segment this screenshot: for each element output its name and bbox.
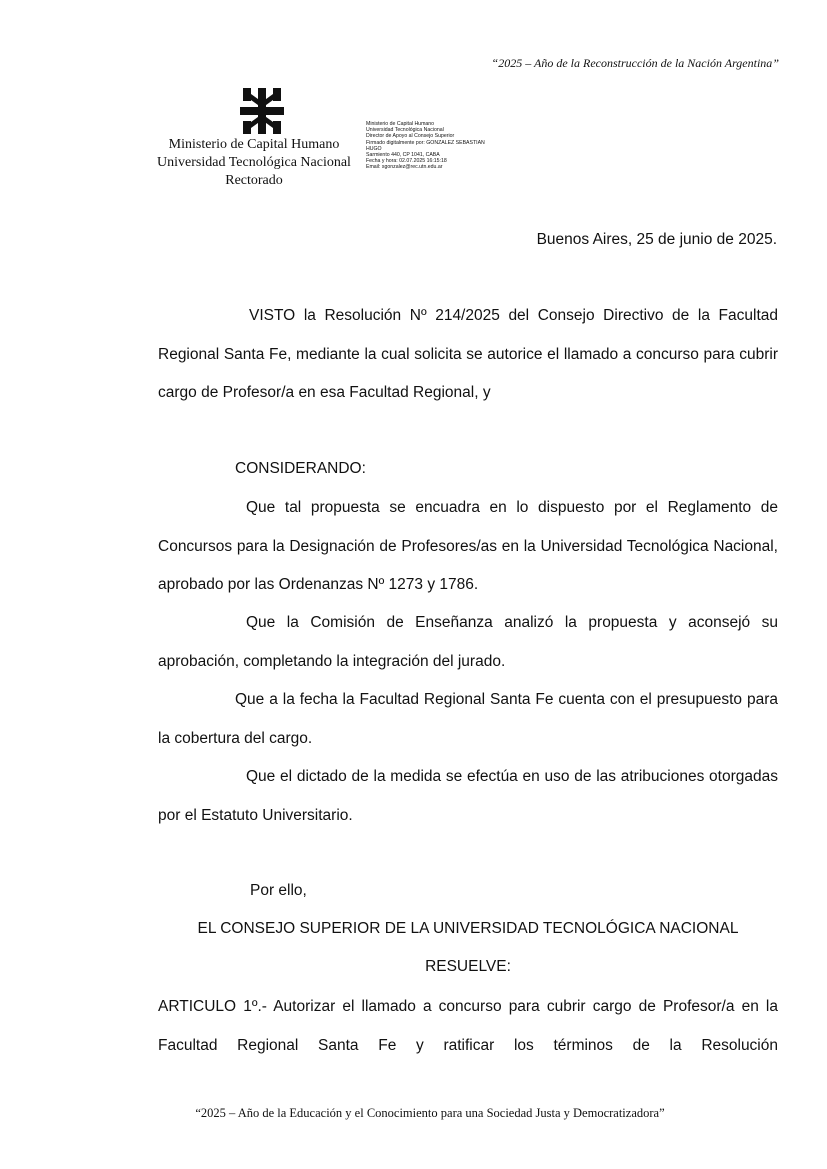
header-motto xyxy=(492,56,779,71)
visto-paragraph: VISTO la Resolución Nº 214/2025 del Consejo Directivo de la Facultad Regional Santa Fe, mediante la cual solicita se autorice el llamado a concurso para cubrir cargo de Profesor/a en esa Facultad Regional, y xyxy=(158,307,778,401)
considerando-paragraph: Que a la fecha la Facultad Regional Santa Fe cuenta con el presupuesto para la cobertura del cargo. xyxy=(158,691,778,747)
header-motto-end: ” xyxy=(772,56,779,70)
signature-line: Ministerio de Capital Humano xyxy=(366,121,435,127)
utn-logo-icon xyxy=(240,88,284,134)
footer-motto: “2025 – Año de la Educación y el Conocimiento para una Sociedad Justa y Democratizadora” xyxy=(195,1106,665,1120)
signature-line: Firmado digitalmente por: GONZALEZ SEBASTIAN xyxy=(366,139,485,146)
document-date: Buenos Aires, 25 de junio de 2025. xyxy=(536,231,777,248)
resuelve-heading: RESUELVE: xyxy=(425,958,511,975)
considerando-paragraph: Que el dictado de la medida se efectúa en uso de las atribuciones otorgadas por el Estatuto Universitario. xyxy=(158,768,778,824)
considerando-heading: CONSIDERANDO: xyxy=(235,460,366,477)
header-motto-main: “2025 – Año de la Reconstrucción de la Nación xyxy=(491,56,725,70)
header-motto-italic: Argentina xyxy=(724,56,773,70)
issuing-body: EL CONSEJO SUPERIOR DE LA UNIVERSIDAD TECNOLÓGICA NACIONAL xyxy=(197,920,739,937)
org-rectorado: Rectorado xyxy=(225,173,283,188)
considerando-paragraph: Que tal propuesta se encuadra en lo dispuesto por el Reglamento de Concursos para la Designación de Profesores/as en la Universidad Tecnológica Nacional, aprobado por las Ordenanzas Nº 1273 y 1786. xyxy=(158,499,778,593)
signature-line: Sarmiento 440, CP 1041, CABA xyxy=(366,152,440,159)
org-university: Universidad Tecnológica Nacional xyxy=(157,155,351,170)
signature-line: Email: sgonzalez@rec.utn.edu.ar xyxy=(366,164,443,171)
signature-line: Fecha y hora: 02.07.2025 16:15:18 xyxy=(366,158,447,165)
organization-block xyxy=(144,136,364,190)
signature-line: HUGO xyxy=(366,145,382,152)
considerando-paragraph: Que la Comisión de Enseñanza analizó la propuesta y aconsejó su aprobación, completando la integración del jurado. xyxy=(158,614,778,670)
digital-signature-block xyxy=(366,121,516,171)
org-ministry: Ministerio de Capital Humano xyxy=(168,137,340,152)
articulo-1: ARTICULO 1º.- Autorizar el llamado a concurso para cubrir cargo de Profesor/a en la Facultad Regional Santa Fe y ratificar los términos de la Resolución xyxy=(158,998,778,1054)
por-ello: Por ello, xyxy=(250,882,307,899)
signature-line: Universidad Tecnológica Nacional xyxy=(366,127,444,134)
signature-line: Director de Apoyo al Consejo Superior xyxy=(366,133,455,140)
